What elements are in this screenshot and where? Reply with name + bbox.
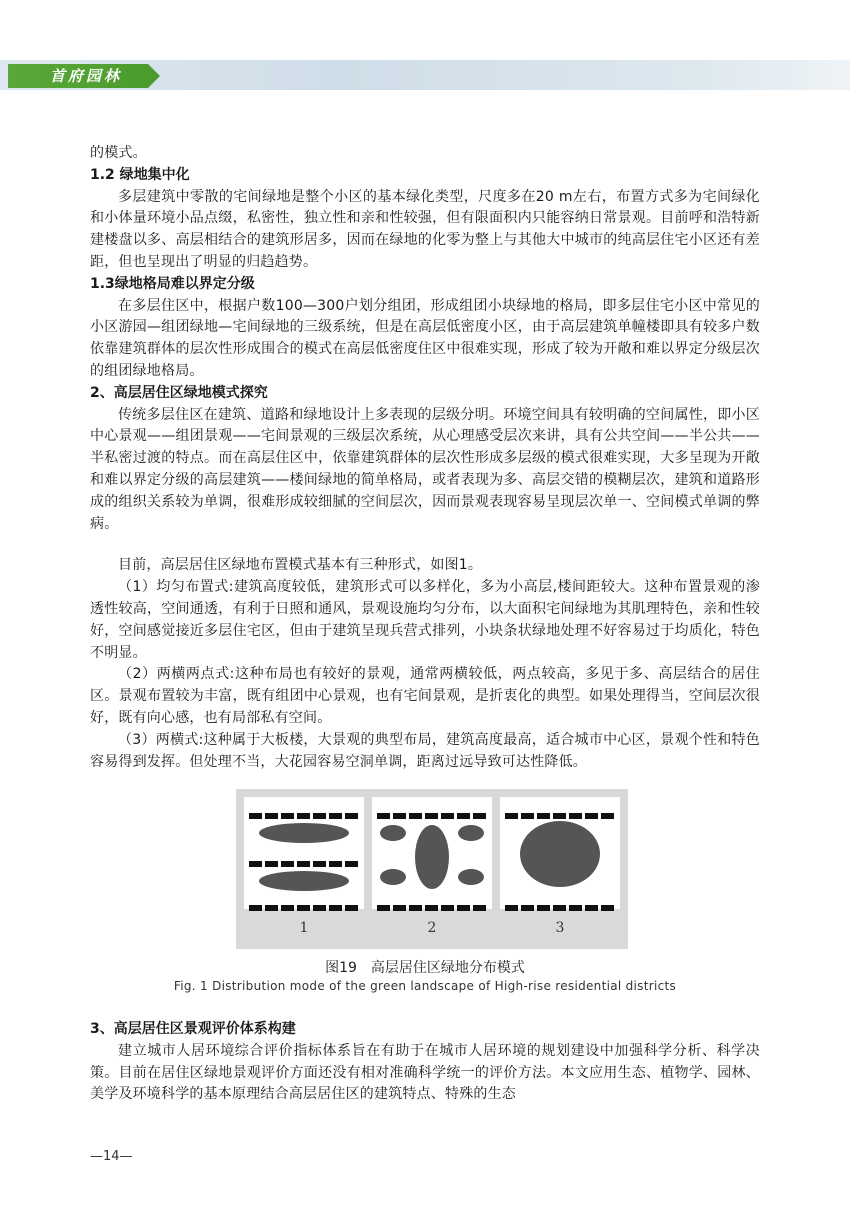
building-block: [553, 813, 566, 819]
building-block: [505, 813, 518, 819]
building-block: [425, 905, 438, 911]
building-block: [297, 861, 310, 867]
green-space-oval: [380, 825, 406, 841]
building-block: [441, 813, 454, 819]
building-row-graphic: [376, 904, 488, 912]
building-block: [329, 861, 342, 867]
building-row: [248, 853, 360, 861]
building-block: [441, 905, 454, 911]
green-space-oval: [520, 821, 600, 887]
building-block: [249, 813, 262, 819]
green-space-oval: [458, 825, 484, 841]
paragraph: 在多层住区中，根据户数100—300户划分组团，形成组团小块绿地的格局，即多层住宅小区中常见的小区游园—组团绿地—宅间绿地的三级系统，但是在高层低密度小区，由于高层建筑单幢楼即具有较多户数依靠建筑群体的层次性形成围合的模式在高层低密度住区中很难实现，形成了较为开敞和难以界定分级层次的组团绿地格局。: [90, 297, 760, 379]
layout-panel-1: [244, 797, 364, 909]
building-block: [585, 813, 598, 819]
building-block: [537, 813, 550, 819]
article-body: [90, 143, 760, 773]
building-block: [377, 905, 390, 911]
building-block: [329, 905, 342, 911]
green-space-oval: [259, 823, 349, 843]
page-number: —14—: [90, 1149, 133, 1164]
paragraph: （2）两横两点式:这种布局也有较好的景观，通常两横较低，两点较高，多见于多、高层结合的居住区。景观布置较为丰富，既有组团中心景观，也有宅间景观，是折衷化的典型。如果处理得当，空间层次很好，既有向心感，也有局部私有空间。: [90, 666, 760, 726]
building-row-graphic: [248, 812, 360, 820]
section-3: [90, 1019, 760, 1106]
figure-green-layout: [236, 789, 628, 949]
paragraph: （1）均匀布置式:建筑高度较低，建筑形式可以多样化，多为小高层,楼间距较大。这种布置景观的渗透性较高，空间通透，有利于日照和通风，景观设施均匀分布，以大面积宅间绿地为其肌理特色，亲和性较好，空间感觉接近多层住宅区，但由于建筑呈现兵营式排列，小块条状绿地处理不好容易过于均质化，特色不明显。: [90, 579, 760, 661]
building-block: [345, 813, 358, 819]
green-space-oval: [458, 869, 484, 885]
building-row: [248, 805, 360, 813]
building-block: [265, 813, 278, 819]
building-block: [473, 813, 486, 819]
building-block: [281, 813, 294, 819]
paragraph: 传统多层住区在建筑、道路和绿地设计上多表现的层级分明。环境空间具有较明确的空间属性，即小区中心景观——组团景观——宅间景观的三级层次系统，从心理感受层次来讲，具有公共空间——半公共——半私密过渡的特点。而在高层住区中，依靠建筑群体的层次性形成多层级的模式很难实现，大多呈现为开敞和难以界定分级的高层建筑——楼间绿地的简单格局，或者表现为多、高层交错的模糊层次，建筑和道路形成的组织关系较为单调，很难形成较细腻的空间层次，因而景观表现容易呈现层次单一、空间模式单调的弊病。: [90, 406, 760, 532]
paragraph: （3）两横式:这种属于大板楼，大景观的典型布局，建筑高度最高，适合城市中心区，景观个性和特色容易得到发挥。但处理不当，大花园容易空洞单调，距离过远导致可达性降低。: [90, 731, 760, 770]
building-block: [393, 905, 406, 911]
building-block: [457, 905, 470, 911]
building-block: [281, 861, 294, 867]
figure-label-3: 3: [555, 920, 565, 936]
building-block: [377, 813, 390, 819]
building-block: [601, 813, 614, 819]
figure-caption-english: Fig. 1 Distribution mode of the green landscape of High-rise residential districts: [173, 979, 677, 993]
building-block: [409, 813, 422, 819]
building-row: [504, 805, 616, 813]
figure-label-1: 1: [299, 920, 309, 936]
building-block: [473, 905, 486, 911]
building-block: [521, 813, 534, 819]
building-row-graphic: [248, 860, 360, 868]
building-row: [504, 897, 616, 905]
building-block: [345, 905, 358, 911]
building-block: [569, 813, 582, 819]
building-block: [393, 813, 406, 819]
green-space-oval: [415, 825, 449, 889]
building-block: [425, 813, 438, 819]
building-block: [569, 905, 582, 911]
paragraph: 的模式。: [90, 145, 147, 161]
paragraph-gap: [90, 535, 760, 555]
heading-2: 2、高层居住区绿地模式探究: [90, 384, 268, 401]
building-block: [345, 861, 358, 867]
journal-title: 首府园林: [50, 67, 123, 85]
building-block: [249, 905, 262, 911]
building-block: [585, 905, 598, 911]
paragraph: 建立城市人居环境综合评价指标体系旨在有助于在城市人居环境的规划建设中加强科学分析、科学决策。目前在居住区绿地景观评价方面还没有相对准确科学统一的评价方法。本文应用生态、植物学、园林、美学及环境科学的基本原理结合高层居住区的建筑特点、特殊的生态: [90, 1042, 760, 1103]
building-block: [297, 905, 310, 911]
building-block: [329, 813, 342, 819]
building-row-graphic: [504, 812, 616, 820]
building-row-graphic: [248, 904, 360, 912]
building-block: [505, 905, 518, 911]
heading-3: 3、高层居住区景观评价体系构建: [90, 1021, 296, 1037]
building-block: [537, 905, 550, 911]
paragraph: 多层建筑中零散的宅间绿地是整个小区的基本绿化类型，尺度多在20 m左右，布置方式多为宅间绿化和小体量环境小品点缀，私密性，独立性和亲和性较强，但有限面积内只能容纳日常景观。目前呼和浩特新建楼盘以多、高层相结合的建筑形居多，因而在绿地的化零为整上与其他大中城市的纯高层住宅小区还有差距，但也呈现出了明显的归趋趋势。: [90, 188, 760, 270]
figure-caption-chinese: 图19 高层居住区绿地分布模式: [325, 960, 525, 976]
heading-1-2: 1.2 绿地集中化: [90, 166, 190, 183]
building-block: [249, 861, 262, 867]
green-space-oval: [259, 871, 349, 891]
building-block: [553, 905, 566, 911]
building-block: [265, 861, 278, 867]
building-row: [376, 897, 488, 905]
building-block: [409, 905, 422, 911]
building-block: [281, 905, 294, 911]
paragraph: 目前，高层居住区绿地布置模式基本有三种形式，如图1。: [118, 557, 483, 574]
building-row: [376, 805, 488, 813]
building-block: [521, 905, 534, 911]
layout-panel-3: [500, 797, 620, 909]
building-block: [457, 813, 470, 819]
green-space-oval: [380, 869, 406, 885]
building-block: [313, 813, 326, 819]
building-row-graphic: [376, 812, 488, 820]
layout-panel-2: [372, 797, 492, 909]
building-row: [248, 897, 360, 905]
building-block: [313, 905, 326, 911]
building-row-graphic: [504, 904, 616, 912]
building-block: [313, 861, 326, 867]
building-block: [265, 905, 278, 911]
building-block: [601, 905, 614, 911]
building-block: [297, 813, 310, 819]
heading-1-3: 1.3绿地格局难以界定分级: [90, 275, 255, 292]
figure-label-2: 2: [427, 920, 437, 936]
